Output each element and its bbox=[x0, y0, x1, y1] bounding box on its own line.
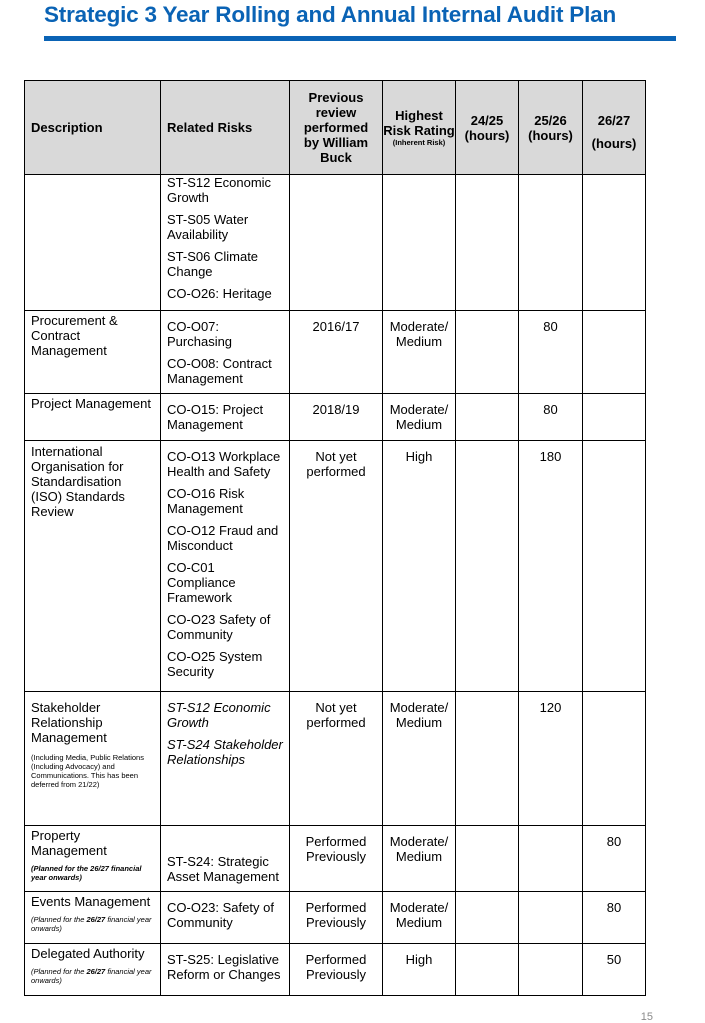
cell-2526: 180 bbox=[519, 441, 583, 692]
cell-2526: 80 bbox=[519, 311, 583, 394]
cell-2627 bbox=[583, 394, 646, 441]
cell-2627: 80 bbox=[583, 826, 646, 892]
cell-risk-rating: Moderate/ Medium bbox=[383, 892, 456, 944]
page-number: 15 bbox=[640, 1011, 653, 1023]
cell-previous-review bbox=[290, 441, 383, 692]
description-note bbox=[31, 967, 154, 985]
risk-item: CO-O08: Contract Management bbox=[167, 356, 272, 386]
risk-item: ST-S12 Economic Growth bbox=[167, 175, 272, 205]
cell-risk-rating: Moderate/ Medium bbox=[383, 311, 456, 394]
cell-2526 bbox=[519, 826, 583, 892]
cell-2627 bbox=[583, 441, 646, 692]
risk-item: CO-O12 Fraud and Misconduct bbox=[167, 523, 279, 553]
note-suffix: financial year onwards) bbox=[31, 967, 152, 985]
cell-2425 bbox=[456, 892, 519, 944]
cell-2425 bbox=[456, 826, 519, 892]
cell-related-risks bbox=[161, 692, 290, 826]
risk-item: ST-S05 Water Availability bbox=[167, 212, 249, 242]
header-2627 bbox=[583, 81, 646, 175]
risk-item: CO-O07: Purchasing bbox=[167, 319, 233, 349]
note-prefix: (Planned for the bbox=[31, 967, 87, 976]
cell-2627 bbox=[583, 311, 646, 394]
audit-plan-table bbox=[24, 80, 646, 996]
risk-item: ST-S25: Legislative Reform or Changes bbox=[167, 952, 281, 982]
note-suffix: financial year onwards) bbox=[31, 915, 152, 933]
note-year: 26/27 bbox=[86, 915, 106, 924]
risk-item: CO-O25 System Security bbox=[167, 649, 263, 679]
cell-2526 bbox=[519, 175, 583, 311]
cell-2526: 120 bbox=[519, 692, 583, 826]
table-header-row bbox=[25, 81, 646, 175]
risk-item: CO-O23: Safety of Community bbox=[167, 900, 274, 930]
cell-2425 bbox=[456, 394, 519, 441]
table-row bbox=[25, 175, 646, 311]
table-row bbox=[25, 394, 646, 441]
risk-list bbox=[167, 175, 283, 301]
cell-previous-review bbox=[290, 892, 383, 944]
risk-item: ST-S24: Strategic Asset Management bbox=[167, 854, 280, 884]
risk-item: CO-O16 Risk Management bbox=[167, 486, 245, 516]
cell-2425 bbox=[456, 175, 519, 311]
description-note bbox=[31, 915, 154, 933]
note-year: 26/27 bbox=[86, 967, 106, 976]
header-highest-risk bbox=[383, 81, 456, 175]
cell-related-risks bbox=[161, 175, 290, 311]
header-highest-risk-sub: (Inherent Risk) bbox=[392, 138, 446, 147]
cell-related-risks bbox=[161, 311, 290, 394]
previous-review-text: Performed Previously bbox=[305, 900, 367, 930]
cell-description bbox=[25, 944, 161, 996]
header-related-risks: Related Risks bbox=[161, 81, 290, 175]
risk-item: ST-S06 Climate Change bbox=[167, 249, 259, 279]
cell-2425 bbox=[456, 311, 519, 394]
page-title: Strategic 3 Year Rolling and Annual Internal Audit Plan bbox=[44, 2, 617, 27]
header-previous-review bbox=[290, 81, 383, 175]
cell-previous-review: 2016/17 bbox=[290, 311, 383, 394]
cell-related-risks bbox=[161, 826, 290, 892]
cell-2526 bbox=[519, 892, 583, 944]
cell-2526: 80 bbox=[519, 394, 583, 441]
header-2526: 25/26 (hours) bbox=[519, 81, 583, 175]
table-row bbox=[25, 944, 646, 996]
risk-item: CO-C01 Compliance Framework bbox=[167, 560, 236, 605]
cell-2526 bbox=[519, 944, 583, 996]
cell-related-risks bbox=[161, 892, 290, 944]
risk-item: CO-O13 Workplace Health and Safety bbox=[167, 449, 281, 479]
risk-item: CO-O15: Project Management bbox=[167, 402, 264, 432]
header-previous-review-text: Previous review performed by William Buck bbox=[303, 90, 369, 165]
description-note: (Including Media, Public Relations (Including Advocacy) and Communications. This has been deferred from 21/22) bbox=[31, 753, 144, 789]
table-row bbox=[25, 826, 646, 892]
table-row bbox=[25, 441, 646, 692]
cell-risk-rating: Moderate/ Medium bbox=[383, 826, 456, 892]
risk-item: CO-O26: Heritage bbox=[167, 286, 272, 301]
cell-description: International Organisation for Standardisation (ISO) Standards Review bbox=[25, 441, 161, 692]
cell-risk-rating: High bbox=[383, 944, 456, 996]
description-title: Property Management bbox=[31, 828, 107, 858]
table-row bbox=[25, 311, 646, 394]
cell-description bbox=[25, 175, 161, 311]
cell-related-risks bbox=[161, 394, 290, 441]
previous-review-text: Performed Previously bbox=[305, 952, 367, 982]
header-2425: 24/25 (hours) bbox=[456, 81, 519, 175]
description-title: Delegated Authority bbox=[31, 946, 145, 961]
cell-description bbox=[25, 826, 161, 892]
cell-related-risks bbox=[161, 944, 290, 996]
description-title: Events Management bbox=[31, 894, 151, 909]
cell-2627: 50 bbox=[583, 944, 646, 996]
description-note: (Planned for the 26/27 financial year onwards) bbox=[31, 864, 142, 882]
cell-risk-rating: Moderate/ Medium bbox=[383, 692, 456, 826]
header-2627-text: 26/27 (hours) bbox=[591, 112, 637, 151]
cell-related-risks bbox=[161, 441, 290, 692]
note-prefix: (Planned for the bbox=[31, 915, 87, 924]
cell-2627: 80 bbox=[583, 892, 646, 944]
cell-2425 bbox=[456, 441, 519, 692]
cell-description bbox=[25, 892, 161, 944]
cell-previous-review: 2018/19 bbox=[290, 394, 383, 441]
risk-item: ST-S12 Economic Growth bbox=[167, 700, 271, 730]
risk-item: CO-O23 Safety of Community bbox=[167, 612, 271, 642]
cell-previous-review bbox=[290, 944, 383, 996]
cell-2425 bbox=[456, 944, 519, 996]
previous-review-text: Not yet performed bbox=[306, 700, 366, 730]
cell-description: Project Management bbox=[25, 394, 161, 441]
cell-previous-review bbox=[290, 692, 383, 826]
previous-review-text: Not yet performed bbox=[306, 449, 366, 479]
header-highest-risk-text: Highest Risk Rating bbox=[383, 108, 455, 138]
title-underline bbox=[44, 36, 676, 41]
cell-previous-review bbox=[290, 175, 383, 311]
table-row bbox=[25, 692, 646, 826]
previous-review-text: Performed Previously bbox=[305, 834, 367, 864]
cell-description: Procurement & Contract Management bbox=[25, 311, 161, 394]
cell-risk-rating bbox=[383, 175, 456, 311]
cell-risk-rating: High bbox=[383, 441, 456, 692]
description-title: Stakeholder Relationship Management bbox=[31, 700, 107, 745]
risk-item: ST-S24 Stakeholder Relationships bbox=[167, 737, 283, 767]
header-description: Description bbox=[25, 81, 161, 175]
cell-risk-rating: Moderate/ Medium bbox=[383, 394, 456, 441]
cell-description bbox=[25, 692, 161, 826]
cell-2425 bbox=[456, 692, 519, 826]
cell-previous-review bbox=[290, 826, 383, 892]
table-row bbox=[25, 892, 646, 944]
cell-2627 bbox=[583, 692, 646, 826]
cell-2627 bbox=[583, 175, 646, 311]
